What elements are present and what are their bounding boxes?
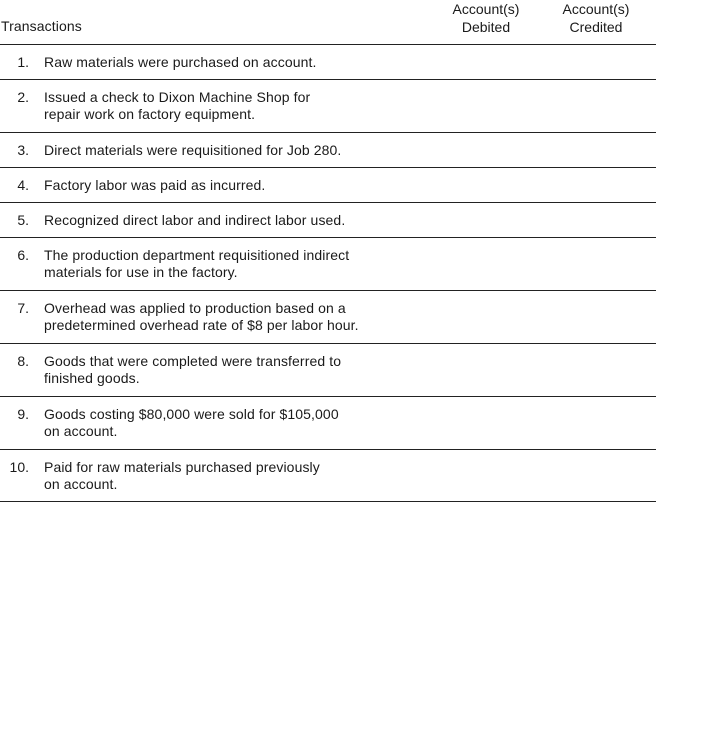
row-line: Direct materials were requisitioned for Job 280.: [44, 142, 342, 158]
row-line: predetermined overhead rate of $8 per labor hour.: [44, 317, 359, 333]
table-row: [0, 167, 656, 202]
row-line: Goods costing $80,000 were sold for $105,000: [44, 406, 339, 422]
row-description: [44, 212, 404, 229]
table-row: [0, 449, 656, 502]
row-line: on account.: [44, 423, 118, 439]
row-description: [44, 353, 404, 387]
row-line: Recognized direct labor and indirect labor used.: [44, 212, 346, 228]
table-row: [0, 290, 656, 343]
row-description: [44, 247, 404, 281]
row-number: 1.: [17, 54, 29, 70]
table-row: [0, 237, 656, 290]
row-line: on account.: [44, 476, 118, 492]
row-line: The production department requisitioned indirect: [44, 247, 350, 263]
row-line: Issued a check to Dixon Machine Shop for: [44, 89, 311, 105]
accounts-credited-heading: [546, 0, 646, 36]
accounts-debited-heading: [436, 0, 536, 36]
row-number: 4.: [17, 177, 29, 193]
table-row: [0, 343, 656, 396]
table-row: [0, 202, 656, 237]
row-line: repair work on factory equipment.: [44, 106, 256, 122]
table-row: [0, 396, 656, 449]
row-number: 6.: [17, 247, 29, 263]
table-row: [0, 79, 656, 132]
credited-heading-line1: Account(s): [562, 1, 630, 17]
table-row: [0, 132, 656, 167]
row-description: [44, 300, 404, 334]
transaction-rows: [0, 44, 656, 502]
transactions-heading: Transactions: [1, 18, 82, 34]
row-description: [44, 459, 404, 493]
debited-heading-line2: Debited: [461, 19, 511, 35]
row-description: [44, 406, 404, 440]
table-header: [0, 0, 656, 44]
row-line: Goods that were completed were transferred to: [44, 353, 342, 369]
row-number: 3.: [17, 142, 29, 158]
credited-heading-line2: Credited: [569, 19, 623, 35]
row-line: Paid for raw materials purchased previously: [44, 459, 320, 475]
row-number: 9.: [17, 406, 29, 422]
row-number: 2.: [17, 89, 29, 105]
row-line: finished goods.: [44, 370, 140, 386]
row-number: 10.: [9, 459, 29, 475]
row-number: 7.: [17, 300, 29, 316]
row-description: [44, 142, 404, 159]
row-description: [44, 177, 404, 194]
row-line: Factory labor was paid as incurred.: [44, 177, 266, 193]
debited-heading-line1: Account(s): [452, 1, 520, 17]
row-number: 5.: [17, 212, 29, 228]
row-description: [44, 89, 404, 123]
row-number: 8.: [17, 353, 29, 369]
table-row: [0, 44, 656, 79]
row-line: Raw materials were purchased on account.: [44, 54, 317, 70]
row-line: Overhead was applied to production based on a: [44, 300, 346, 316]
row-line: materials for use in the factory.: [44, 264, 238, 280]
row-description: [44, 54, 404, 71]
